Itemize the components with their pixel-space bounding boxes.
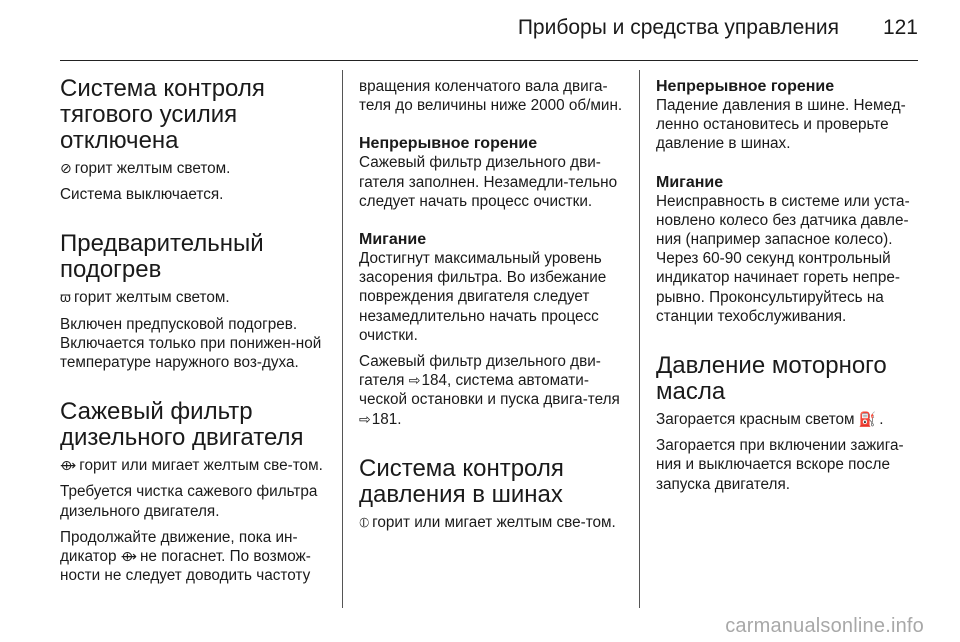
filter-text-3: Продолжайте движение, пока ин-дикатор ⟴ не погаснет. По возмож-ности не следует доводить частоту	[60, 528, 311, 585]
filter-text: ⟴ горит или мигает желтым све-том.	[60, 457, 323, 475]
traction-control-text: ⊘ горит желтым светом.	[60, 160, 231, 177]
filter-continued-text: вращения коленчатого вала двига-теля до величины ниже 2000 об/мин.	[359, 78, 623, 115]
header-title: Приборы и средства управления	[517, 16, 839, 39]
subheading-steady: Непрерывное горение	[656, 78, 835, 95]
header-rule	[60, 60, 918, 61]
section-title-tire-pressure: Система контроля давления в шинах	[359, 454, 564, 508]
filter-flashing-text: Достигнут максимальный уровень засорения фильтра. Во избежание повреждения двигателя следует незамедлительно начать процесс очистки.	[359, 250, 607, 344]
watermark: carmanualsonline.info	[725, 615, 924, 637]
preheat-text-2: Включен предпусковой подогрев. Включается только при понижен-ной температуре наружного воз-духа.	[60, 315, 322, 372]
diesel-particulate-filter-icon: ⟴	[120, 548, 137, 565]
oil-pressure-text: Загорается красным светом ⛽ .	[656, 411, 884, 429]
section-title-preheat: Предварительный подогрев	[60, 230, 264, 284]
section-title-oil-pressure: Давление моторного масла	[656, 352, 887, 406]
filter-reference-text: Сажевый фильтр дизельного дви-гателя ⇨184, система автомати-ческой остановки и пуска двига-теля ⇨181.	[359, 353, 620, 428]
filter-steady-text: Сажевый фильтр дизельного дви-гателя заполнен. Незамедли-тельно следует начать процесс очистки.	[359, 154, 618, 210]
page-link-184[interactable]: 184	[421, 372, 447, 390]
column-divider-1	[342, 70, 343, 608]
tire-pressure-text: ⦶ горит или мигает желтым све-том.	[359, 513, 616, 531]
subheading-steady: Непрерывное горение	[359, 135, 538, 153]
page-reference-arrow-icon: ⇨	[359, 410, 371, 427]
oil-pressure-text-2: Загорается при включении зажига-ния и выключается вскоре после запуска двигателя.	[656, 437, 904, 493]
subheading-flashing: Мигание	[656, 173, 724, 191]
column-divider-2	[639, 70, 640, 608]
preheat-text: ϖ горит желтым светом.	[60, 289, 230, 307]
column-2	[359, 77, 627, 539]
page-reference-arrow-icon: ⇨	[408, 372, 421, 389]
filter-text-2: Требуется чистка сажевого фильтра дизельного двигателя.	[60, 483, 318, 520]
oil-can-icon: ⛽	[858, 411, 877, 428]
page-link-181[interactable]: 181	[371, 410, 398, 428]
column-3	[656, 77, 926, 501]
traction-control-text-2: Система выключается.	[60, 186, 224, 204]
running-head	[518, 16, 918, 40]
tire-flashing-text: Неисправность в системе или уста-новлено колесо без датчика давле-ния (например запасное колесо). Через 60-90 секунд контрольный индикатор начинает гореть непре-рывно. Проконсультируйтесь на станции техобслуживания.	[656, 192, 910, 325]
diesel-particulate-filter-icon: ⟴	[60, 457, 77, 474]
glow-plug-icon: ϖ	[60, 289, 71, 306]
subheading-flashing: Мигание	[359, 231, 427, 249]
section-title-traction-control: Система контроля тягового усилия отключена	[60, 75, 265, 154]
traction-control-off-icon: ⊘	[60, 160, 72, 176]
tire-pressure-icon: ⦶	[359, 513, 370, 530]
tire-steady-text: Падение давления в шине. Немед-ленно остановитесь и проверьте давление в шинах.	[656, 97, 906, 153]
page-number: 121	[882, 16, 918, 39]
section-title-particulate-filter: Сажевый фильтр дизельного двигателя	[60, 398, 304, 452]
column-1	[60, 76, 332, 592]
